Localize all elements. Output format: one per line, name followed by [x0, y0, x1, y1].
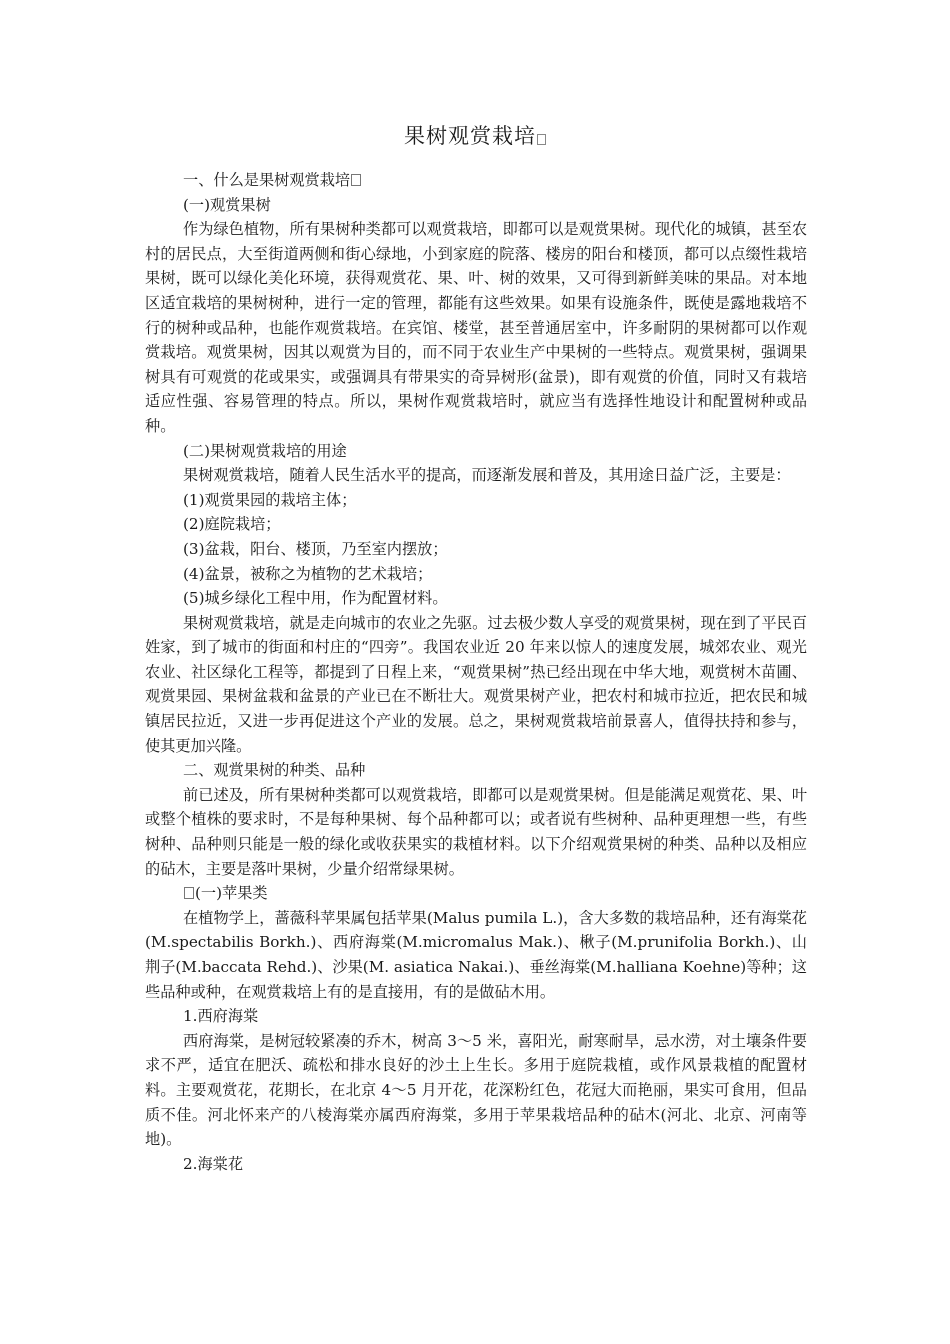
document-body [145, 168, 807, 1176]
item-heading: 2.海棠花 [183, 1154, 244, 1173]
list-item: (2)庭院栽培； [183, 515, 281, 534]
title-text: 果树观赏栽培 [404, 124, 536, 148]
document-title [0, 122, 950, 150]
section-heading: 二、观赏果树的种类、品种 [183, 761, 366, 780]
list-item: (1)观赏果园的栽培主体； [183, 490, 357, 509]
paragraph: 在植物学上，蔷薇科苹果属包括苹果(Malus pumila L.)，含大多数的栽培品种，还有海棠花(M.spectabilis Borkh.)、西府海棠(M.micromalus Mak.)、楸子(M.prunifolia Borkh.)、山荆子(M.baccata Rehd.)、沙果(M. asiatica Nakai.)、垂丝海棠(M.halliana Koehne)等种；这些品种或种，在观赏栽培上有的是直接用，有的是做砧木用。 [145, 908, 807, 1001]
subsection-heading: (一)观赏果树 [183, 195, 271, 214]
subsection-heading-text: (一)苹果类 [195, 884, 268, 903]
paragraph: 西府海棠，是树冠较紧凑的乔木，树高 3～5 米，喜阳光，耐寒耐旱，忌水涝，对土壤条件要求不严，适宜在肥沃、疏松和排水良好的沙土上生长。多用于庭院栽植，或作风景栽植的配置材料。主要观赏花，花期长，在北京 4～5 月开花，花深粉红色，花冠大而艳丽，果实可食用，但品质不佳。河北怀来产的八棱海棠亦属西府海棠，多用于苹果栽培品种的砧木(河北、北京、河南等地)。 [145, 1031, 807, 1149]
paragraph: 作为绿色植物，所有果树种类都可以观赏栽培，即都可以是观赏果树。现代化的城镇，甚至农村的居民点，大至街道两侧和街心绿地，小到家庭的院落、楼房的阳台和楼顶，都可以点缀性栽培果树，既可以绿化美化环境，获得观赏花、果、叶、树的效果，又可得到新鲜美味的果品。对本地区适宜栽培的果树树种，进行一定的管理，都能有这些效果。如果有设施条件，既使是露地栽培不行的树种或品种，也能作观赏栽培。在宾馆、楼堂，甚至普通居室中，许多耐阴的果树都可以作观赏栽培。观赏果树，因其以观赏为目的，而不同于农业生产中果树的一些特点。观赏果树，强调果树具有可观赏的花或果实，或强调具有带果实的奇异树形(盆景)，即有观赏的价值，同时又有栽培适应性强、容易管理的特点。所以，果树作观赏栽培时，就应当有选择性地设计和配置树种或品种。 [145, 220, 807, 435]
missing-glyph-box-icon [184, 887, 194, 899]
paragraph: 前已述及，所有果树种类都可以观赏栽培，即都可以是观赏果树。但是能满足观赏花、果、叶或整个植株的要求时，不是每种果树、每个品种都可以；或者说有些树种、品种更理想一些，有些树种、品种则只能是一般的绿化或收获果实的栽植材料。以下介绍观赏果树的种类、品种以及相应的砧木，主要是落叶果树，少量介绍常绿果树。 [145, 785, 807, 878]
list-item: (3)盆栽，阳台、楼顶，乃至室内摆放； [183, 539, 448, 558]
paragraph: 果树观赏栽培，就是走向城市的农业之先驱。过去极少数人享受的观赏果树，现在到了平民百姓家，到了城市的街面和村庄的“四旁”。我国农业近 20 年来以惊人的速度发展，城郊农业、观光农业、社区绿化工程等，都提到了日程上来，“观赏果树”热已经出现在中华大地，观赏树木苗圃、观赏果园、果树盆栽和盆景的产业已在不断壮大。观赏果树产业，把农村和城市拉近，把农民和城镇居民拉近，又进一步再促进这个产业的发展。总之，果树观赏栽培前景喜人，值得扶持和参与，使其更加兴隆。 [145, 613, 807, 755]
list-item: (5)城乡绿化工程中用，作为配置材料。 [183, 589, 448, 608]
list-item: (4)盆景，被称之为植物的艺术栽培； [183, 564, 433, 583]
paragraph: 果树观赏栽培，随着人民生活水平的提高，而逐渐发展和普及，其用途日益广泛，主要是： [183, 466, 791, 485]
subsection-heading [145, 881, 807, 906]
subsection-heading: (二)果树观赏栽培的用途 [183, 441, 347, 460]
section-heading-text: 一、什么是果树观赏栽培 [183, 171, 351, 189]
missing-glyph-box-icon [537, 134, 546, 145]
missing-glyph-box-icon [351, 174, 361, 186]
section-heading [145, 168, 807, 193]
item-heading: 1.西府海棠 [183, 1007, 259, 1026]
